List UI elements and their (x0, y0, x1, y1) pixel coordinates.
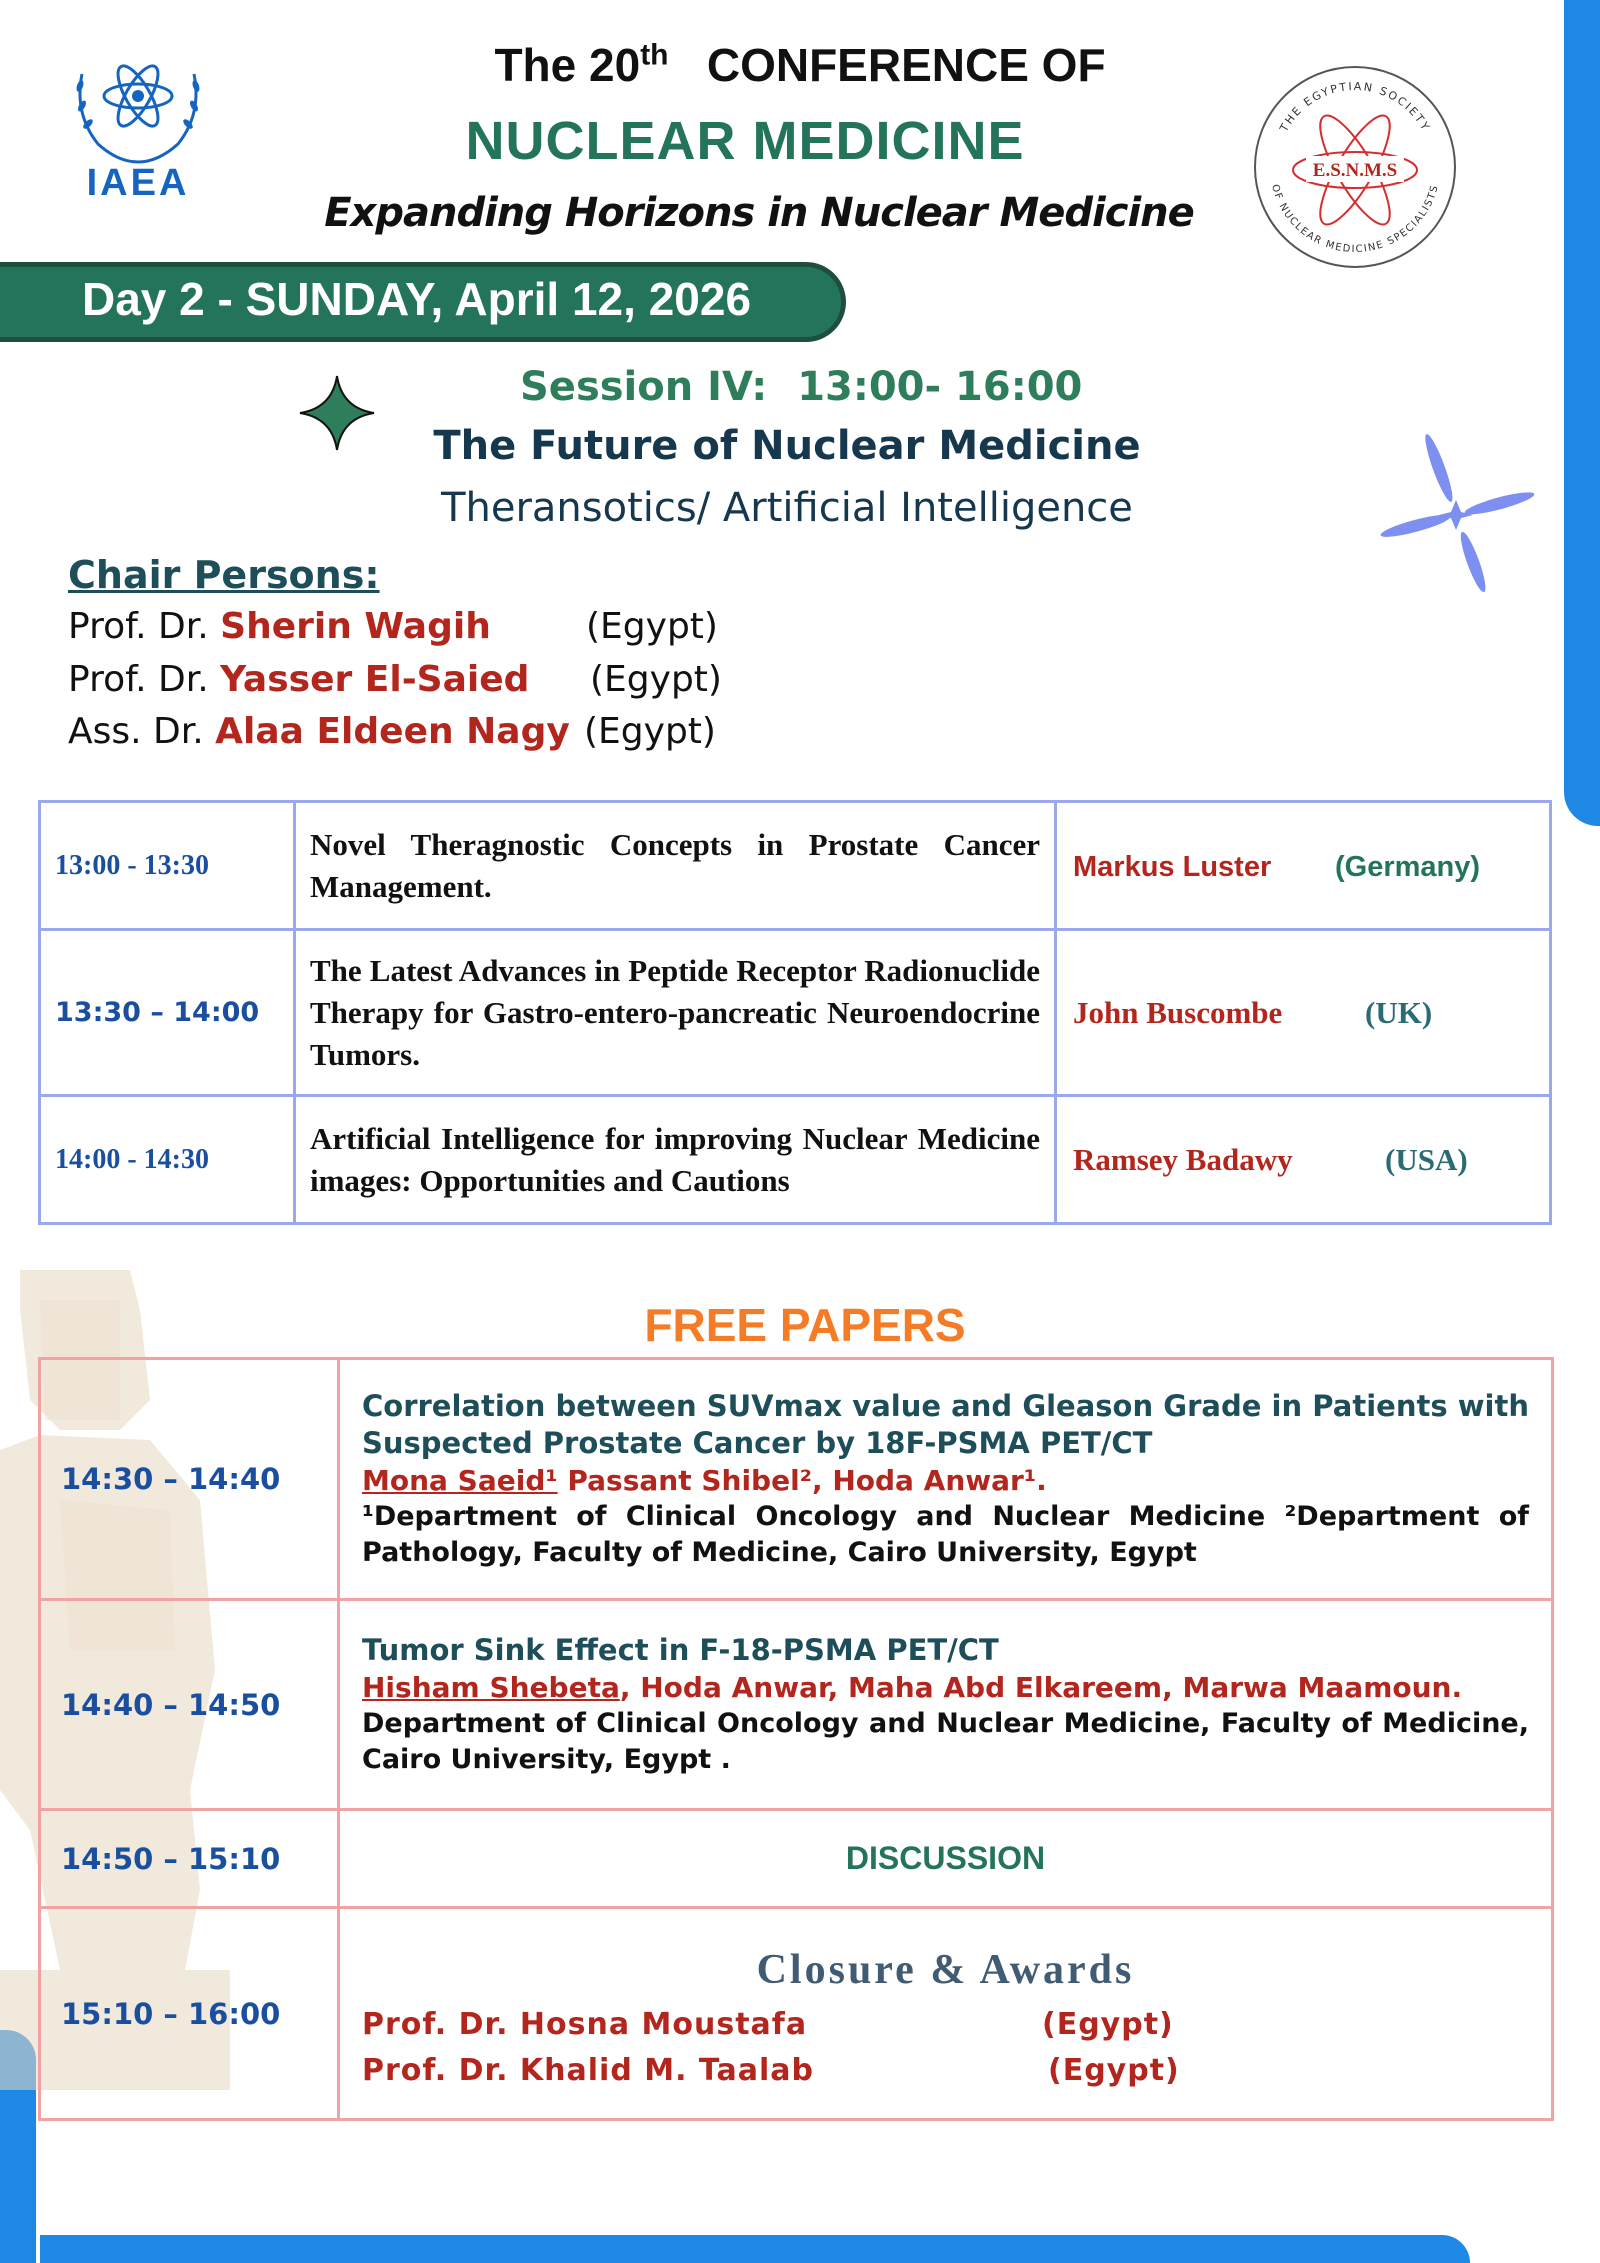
paper-authors (362, 1669, 1529, 1706)
chair-name: Yasser El-Saied (220, 659, 530, 700)
lecture-speaker-cell (1056, 1096, 1551, 1224)
lecture-speaker-cell (1056, 802, 1551, 930)
table-row (40, 802, 1551, 930)
closure-person-country: (Egypt) (1042, 2006, 1174, 2042)
free-papers-table (38, 1357, 1554, 2121)
paper-coauthors: Passant Shibel², Hoda Anwar¹. (557, 1463, 1047, 1497)
paper-affiliation: Department of Clinical Oncology and Nuclear Medicine, Faculty of Medicine, Cairo University, Egypt . (362, 1707, 1529, 1775)
bottom-accent-bar (40, 2235, 1470, 2263)
paper-presenter: Hisham Shebeta (362, 1670, 620, 1704)
chair-prefix: Prof. Dr. (68, 606, 221, 647)
chair-person (68, 659, 529, 700)
svg-text:THE EGYPTIAN SOCIETY: THE EGYPTIAN SOCIETY (1277, 79, 1433, 134)
chair-prefix: Prof. Dr. (68, 659, 221, 700)
lecture-speaker: Ramsey Badawy (1073, 1141, 1293, 1177)
paper-title: Correlation between SUVmax value and Gleason Grade in Patients with Suspected Prostate Cancer by 18F-PSMA PET/CT (362, 1388, 1529, 1460)
paper-presenter: Mona Saeid¹ (362, 1463, 558, 1497)
free-papers-heading: FREE PAPERS (644, 1299, 966, 1351)
table-row (40, 1359, 1553, 1600)
table-row (40, 1096, 1551, 1224)
lecture-country: (Germany) (1335, 850, 1481, 883)
closure-cell (339, 1908, 1553, 2120)
title-sup: th (640, 38, 669, 72)
closure-person (362, 2002, 1529, 2048)
lecture-speaker: Markus Luster (1073, 850, 1272, 883)
paper-cell (339, 1359, 1553, 1600)
propeller-sparkle-icon (1376, 430, 1536, 600)
iaea-logo-text: IAEA (86, 162, 190, 204)
title-prefix: The 20 (494, 39, 641, 91)
esnms-logo-icon (1248, 60, 1462, 274)
closure-person-name: Prof. Dr. Hosna Moustafa (362, 2006, 808, 2042)
right-accent-bar (1564, 0, 1600, 826)
lecture-topic: Artificial Intelligence for improving Nuclear Medicine images: Opportunities and Cautions (295, 1096, 1056, 1224)
table-row (40, 1810, 1553, 1908)
title-suffix: CONFERENCE OF (706, 39, 1106, 91)
chair-country: (Egypt) (586, 606, 718, 647)
table-row (40, 930, 1551, 1096)
closure-person-name: Prof. Dr. Khalid M. Taalab (362, 2052, 815, 2088)
lecture-country: (USA) (1385, 1141, 1468, 1177)
lecture-time: 13:00 - 13:30 (40, 802, 295, 930)
closure-person-country: (Egypt) (1048, 2052, 1180, 2088)
lecture-topic: Novel Theragnostic Concepts in Prostate Cancer Management. (295, 802, 1056, 930)
paper-authors (362, 1462, 1529, 1499)
lecture-topic: The Latest Advances in Peptide Receptor Radionuclide Therapy for Gastro-entero-pancreatic Neuroendocrine Tumors. (295, 930, 1056, 1096)
paper-cell (339, 1600, 1553, 1810)
chair-name: Alaa Eldeen Nagy (215, 711, 570, 752)
paper-time: 14:30 – 14:40 (40, 1359, 339, 1600)
day-banner-text: Day 2 - SUNDAY, April 12, 2026 (82, 273, 752, 325)
svg-text:E.S.N.M.S: E.S.N.M.S (1312, 160, 1398, 181)
conference-title-main: NUCLEAR MEDICINE (465, 111, 1025, 171)
paper-title: Tumor Sink Effect in F-18-PSMA PET/CT (362, 1632, 999, 1667)
session-heading (520, 364, 1082, 410)
session-subtitle: Theransotics/ Artificial Intelligence (441, 485, 1133, 531)
table-row (40, 1600, 1553, 1810)
chair-country: (Egypt) (584, 711, 716, 752)
chair-person (68, 606, 491, 647)
paper-coauthors: , Hoda Anwar, Maha Abd Elkareem, Marwa Maamoun. (619, 1670, 1463, 1704)
chair-name: Sherin Wagih (220, 606, 491, 647)
chair-prefix: Ass. Dr. (68, 711, 216, 752)
closure-title: Closure & Awards (756, 1946, 1135, 1993)
chair-persons-heading: Chair Persons: (68, 553, 380, 597)
lecture-speaker-cell (1056, 930, 1551, 1096)
discussion-time: 14:50 – 15:10 (40, 1810, 339, 1908)
svg-text:OF NUCLEAR MEDICINE SPECIALIST: OF NUCLEAR MEDICINE SPECIALISTS (1268, 183, 1441, 256)
lecture-time: 14:00 - 14:30 (40, 1096, 295, 1224)
session-title: The Future of Nuclear Medicine (433, 423, 1141, 469)
closure-person (362, 2048, 1529, 2094)
lecture-table (38, 800, 1552, 1225)
table-row (40, 1908, 1553, 2120)
session-label: Session IV: (520, 364, 768, 410)
conference-tagline: Expanding Horizons in Nuclear Medicine (324, 190, 1194, 236)
lecture-country: (UK) (1365, 994, 1433, 1030)
chair-country: (Egypt) (590, 659, 722, 700)
lecture-speaker: John Buscombe (1073, 994, 1283, 1030)
closure-time: 15:10 – 16:00 (40, 1908, 339, 2120)
discussion-label: DISCUSSION (339, 1810, 1553, 1908)
lecture-time: 13:30 – 14:00 (40, 930, 295, 1096)
session-time: 13:00- 16:00 (797, 364, 1083, 410)
paper-time: 14:40 – 14:50 (40, 1600, 339, 1810)
chair-person (68, 711, 570, 752)
paper-affiliation: ¹Department of Clinical Oncology and Nuclear Medicine ²Department of Pathology, Faculty of Medicine, Cairo University, Egypt (362, 1500, 1529, 1568)
